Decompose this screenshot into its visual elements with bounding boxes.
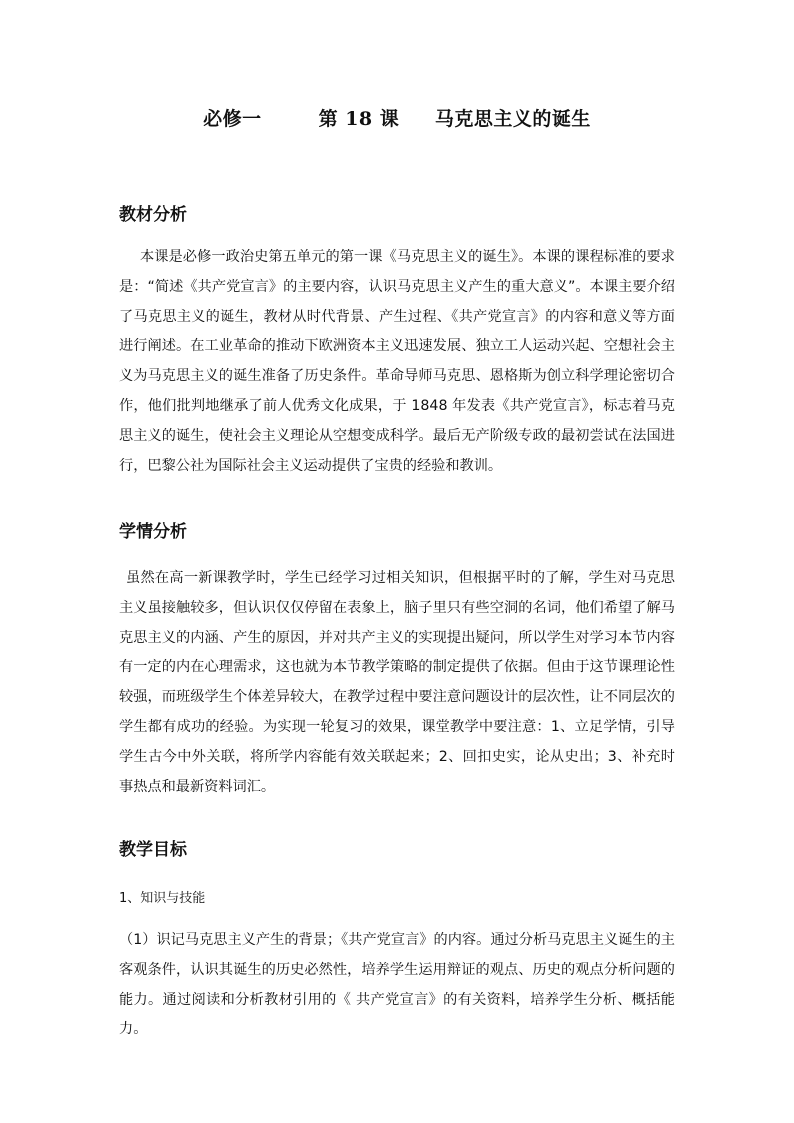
page-title: 必修一 第 18 课 马克思主义的诞生 xyxy=(203,108,591,130)
heading-student-analysis: 学情分析 xyxy=(119,522,187,542)
subheading-knowledge-skills: 1、知识与技能 xyxy=(119,891,206,906)
heading-teaching-goals: 教学目标 xyxy=(119,840,187,860)
heading-textbook-analysis: 教材分析 xyxy=(119,205,187,225)
paragraph-student-analysis: 虽然在高一新课教学时，学生已经学习过相关知识，但根据平时的了解，学生对马克思主义虽接触较多，但认识仅仅停留在表象上，脑子里只有些空洞的名词，他们希望了解马克思主义的内涵、产生的原因，并对共产主义的实现提出疑问，所以学生对学习本节内容有一定的内在心理需求，这也就为本节教学策略的制定提供了依据。但由于这节课理论性较强，而班级学生个体差异较大，在教学过程中要注意问题设计的层次性，让不同层次的学生都有成功的经验。为实现一轮复习的效果，课堂教学中要注意：1、立足学情，引导学生古今中外关联，将所学内容能有效关联起来；2、回扣史实，论从史出；3、补充时事热点和最新资料词汇。 xyxy=(119,570,675,795)
paragraph-goals-knowledge: （1）识记马克思主义产生的背景；《共产党宣言》的内容。通过分析马克思主义诞生的主客观条件，认识其诞生的历史必然性，培养学生运用辩证的观点、历史的观点分析问题的能力。通过阅读和分析教材引用的《 共产党宣言》的有关资料，培养学生分析、概括能力。 xyxy=(119,932,675,1038)
paragraph-textbook-analysis: 本课是必修一政治史第五单元的第一课《马克思主义的诞生》。本课的课程标准的要求是：“简述《共产党宣言》的主要内容，认识马克思主义产生的重大意义”。本课主要介绍了马克思主义的诞生，教材从时代背景、产生过程、《共产党宣言》的内容和意义等方面进行阐述。在工业革命的推动下欧洲资本主义迅速发展、独立工人运动兴起、空想社会主义为马克思主义的诞生准备了历史条件。革命导师马克思、恩格斯为创立科学理论密切合作，他们批判地继承了前人优秀文化成果，于 1848 年发表《共产党宣言》，标志着马克思主义的诞生，使社会主义理论从空想变成科学。最后无产阶级专政的最初尝试在法国进行，巴黎公社为国际社会主义运动提供了宝贵的经验和教训。 xyxy=(119,249,675,474)
